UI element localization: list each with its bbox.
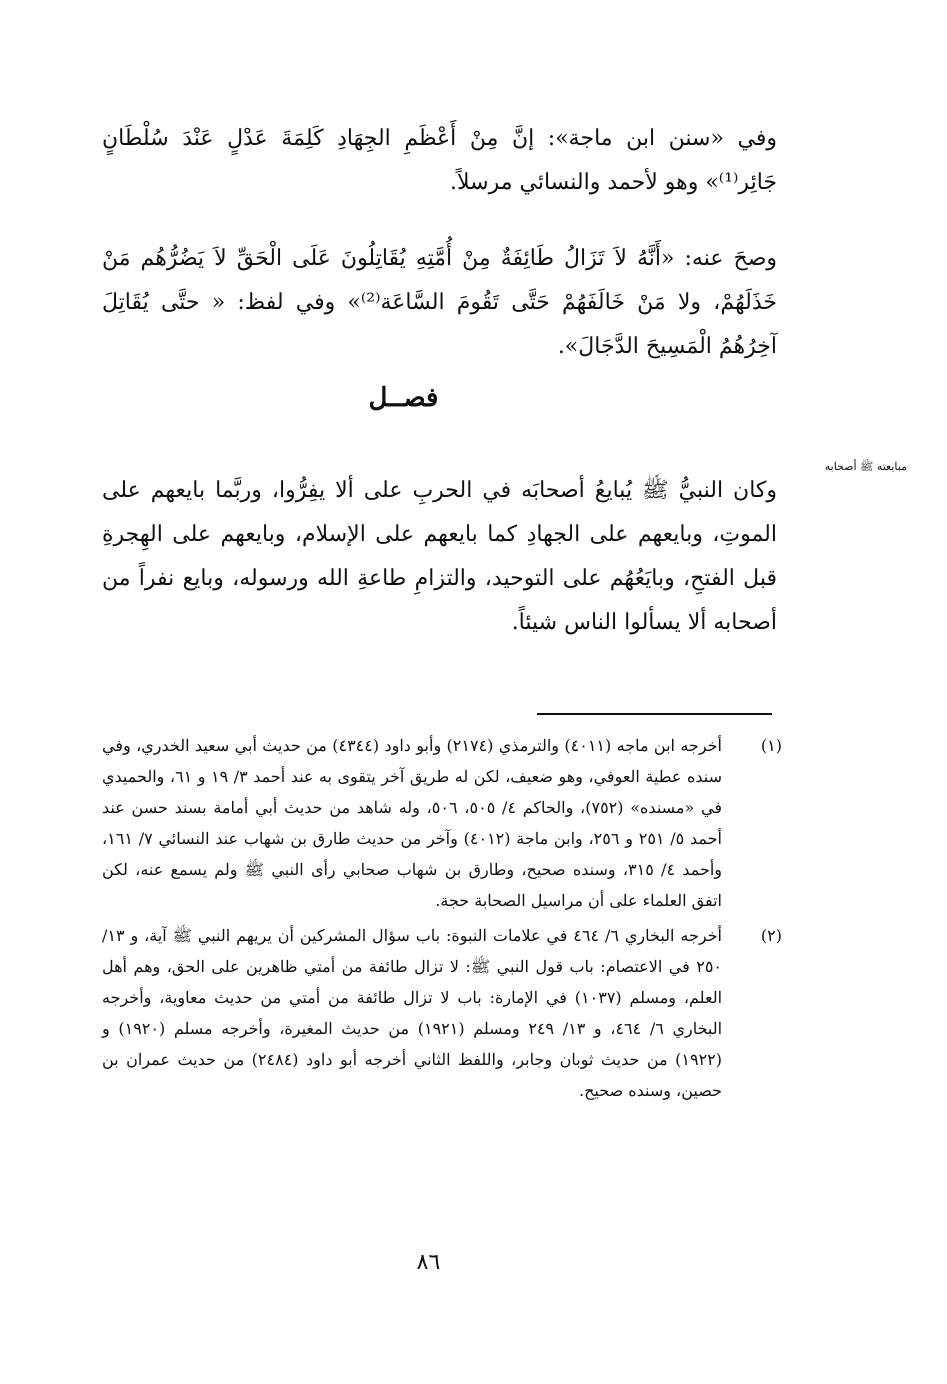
paragraph-bayah: وكان النبيُّ ﷺ يُبايعُ أصحابَه في الحربِ على ألا يفِرُّوا، وربَّما بايعهم على الموتِ، وبايعهم على الجهادِ كما بايعهم على الإسلام، وبايعهم على الهِجرةِ قبل الفتحِ، وبايَعُهُم على التوحيد، والتزامِ طاعةِ الله ورسوله، وبايع نفراً من أصحابه ألا يسألوا الناس شيئاً. bbox=[102, 478, 777, 635]
footnote-1 bbox=[102, 730, 782, 916]
footnote-separator bbox=[537, 713, 772, 715]
footnote-2 bbox=[102, 920, 782, 1106]
margin-note: مبايعته ﷺ أصحابه bbox=[824, 460, 907, 473]
footnote-text: أخرجه ابن ماجه (٤٠١١) والترمذي (٢١٧٤) وأبو داود (٤٣٤٤) من حديث أبي سعيد الخدري، وفي سنده عطية العوفي، وهو ضعيف، لكن له طريق آخر يتقوى به عند أحمد ٣/ ١٩ و ٦١، والحميدي في «مسنده» (٧٥٢)، والحاكم ٤/ ٥٠٥، ٥٠٦، وله شاهد من حديث أبي أمامة بسند حسن عند أحمد ٥/ ٢٥١ و ٢٥٦، وابن ماجة (٤٠١٢) وآخر من حديث طارق بن شهاب عند النسائي ٧/ ١٦١، وأحمد ٤/ ٣١٥، وسنده صحيح، وطارق بن شهاب صحابي رأى النبي ﷺ ولم يسمع عنه، لكن اتفق العلماء على أن مراسيل الصحابة حجة. bbox=[102, 736, 723, 910]
footnotes bbox=[102, 730, 782, 1110]
footnote-number: (١) bbox=[760, 736, 782, 755]
footnote-number: (٢) bbox=[760, 926, 782, 945]
page-number: ٨٦ bbox=[416, 1250, 441, 1275]
footnote-text: أخرجه البخاري ٦/ ٤٦٤ في علامات النبوة: باب سؤال المشركين أن يريهم النبي ﷺ آية، و ١٣/ ٢٥٠ في الاعتصام: باب قول النبي ﷺ: لا تزال طائفة من أمتي ظاهرين على الحق، وهم أهل العلم، ومسلم (١٠٣٧) في الإمارة: باب لا تزال طائفة من أمتي من حديث معاوية، وأخرجه البخاري ٦/ ٤٦٤، و ١٣/ ٢٤٩ ومسلم (١٩٢١) من حديث المغيرة، وأخرجه مسلم (١٩٢٠) و (١٩٢٢) من حديث ثوبان وجابر، واللفظ الثاني أخرجه أبو داود (٢٤٨٤) من حديث عمران بن حصين، وسنده صحيح. bbox=[102, 926, 723, 1100]
section-heading: فصــل bbox=[368, 383, 439, 413]
paragraph-taifa-hadith: وصحَ عنه: «أَنَّهُ لاَ تَزَالُ طَائِفَةٌ مِنْ أُمَّتِهِ يُقَاتِلُونَ عَلَى الْحَقِّ لاَ يَضُرُّهُم مَنْ خَذَلَهُمْ، ولا مَنْ خَالَفَهُمْ حَتَّى تَقُومَ السَّاعَة⁽²⁾» وفي لفظ: « حتَّى يُقَاتِلَ آخِرُهُمُ الْمَسِيحَ الدَّجَالَ». bbox=[102, 246, 777, 359]
paragraph-ibn-majah: وفي «سنن ابن ماجة»: إنَّ مِنْ أَعْظَمِ الجِهَادِ كَلِمَةَ عَدْلٍ عَنْدَ سُلْطَانٍ جَائِر⁽¹⁾» وهو لأحمد والنسائي مرسلاً. bbox=[102, 126, 777, 195]
